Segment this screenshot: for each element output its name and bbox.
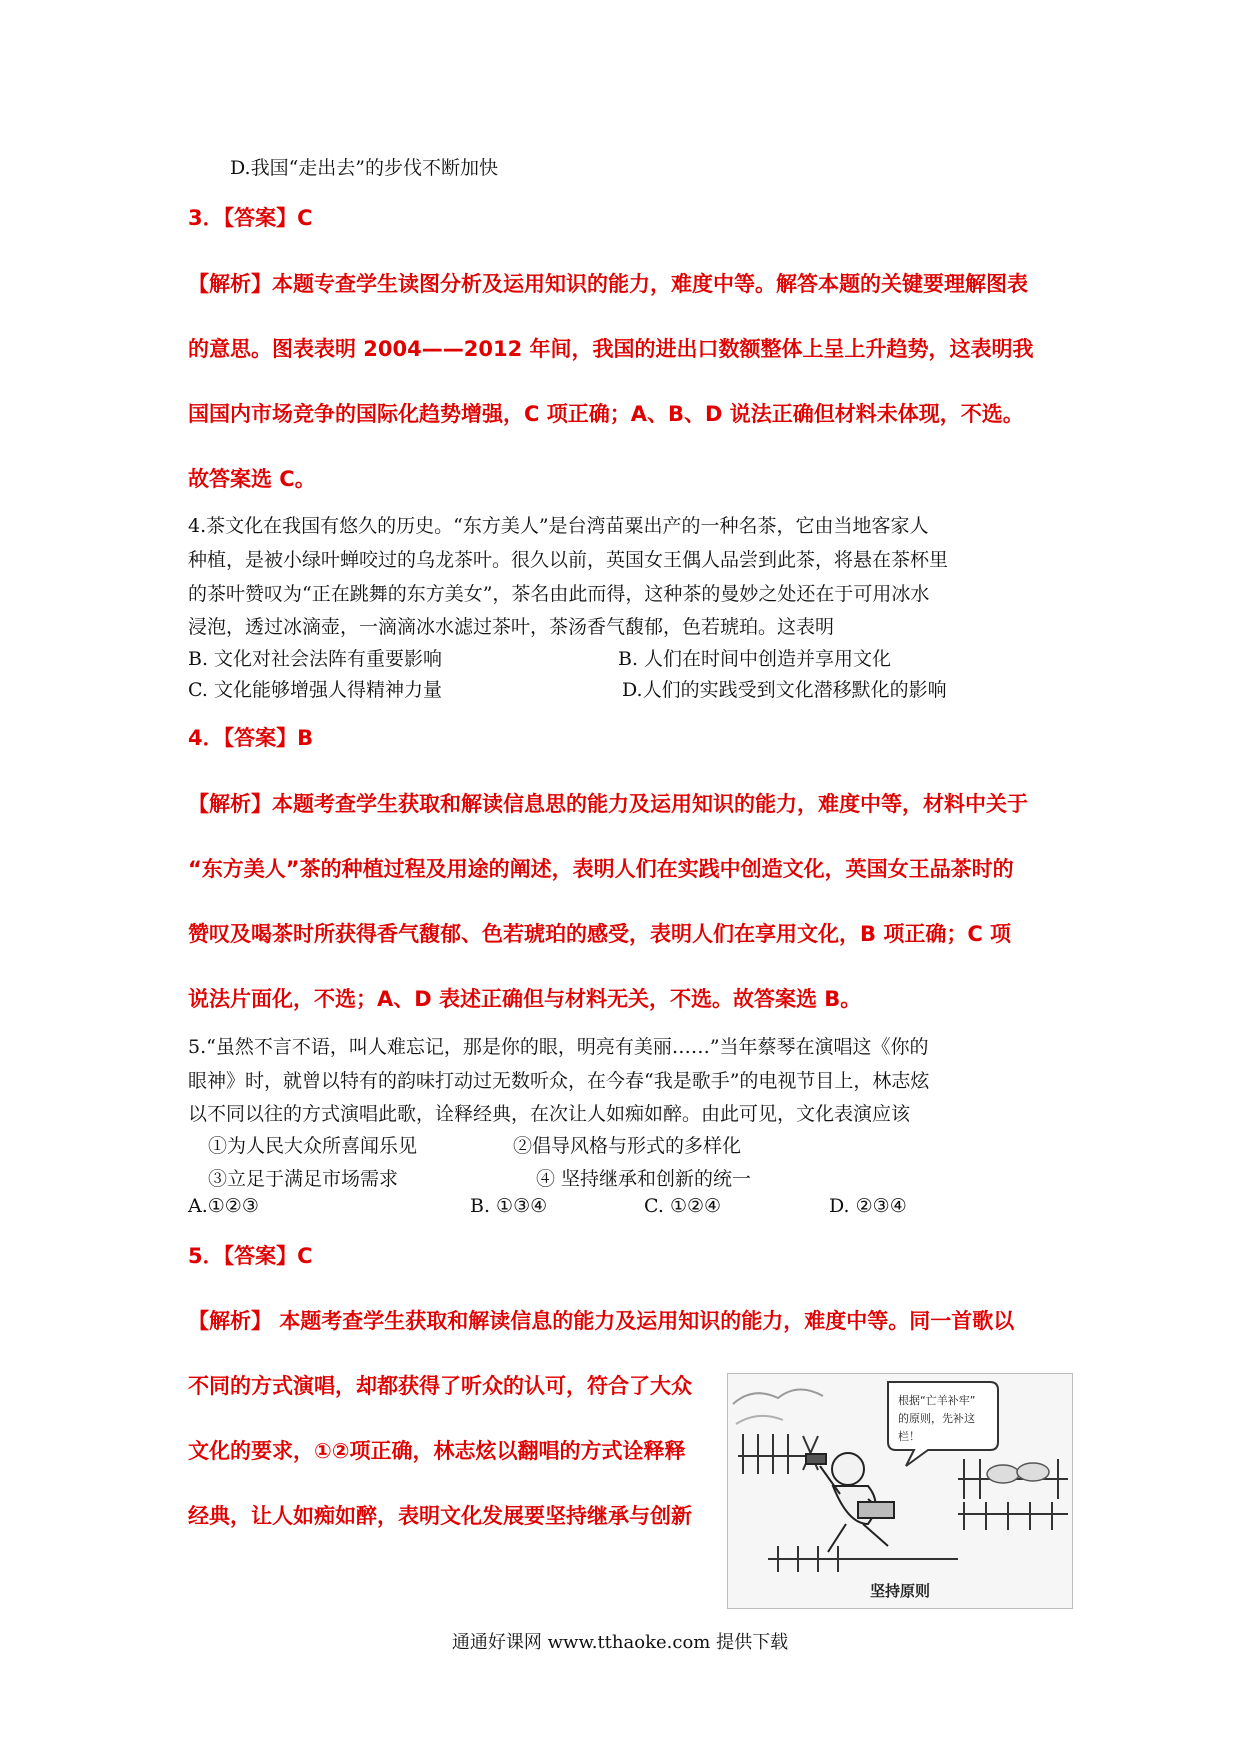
cartoon-speech-line-2: 的原则，先补这 — [898, 1412, 975, 1425]
analysis-4-line-1: 【解析】本题考查学生获取和解读信息思的能力及运用知识的能力，难度中等，材料中关于 — [188, 792, 1028, 816]
question-4-option-4: D.人们的实践受到文化潜移默化的影响 — [622, 679, 947, 701]
analysis-5-line-3: 文化的要求，①②项正确，林志炫以翻唱的方式诠释释 — [188, 1439, 686, 1463]
question-4-stem-line-1: 4.茶文化在我国有悠久的历史。“东方美人”是台湾苗粟出产的一种名茶，它由当地客家人 — [188, 515, 929, 537]
question-5-choice-d: D. ②③④ — [829, 1195, 907, 1217]
analysis-5-line-4: 经典，让人如痴如醉，表明文化发展要坚持继承与创新 — [188, 1504, 692, 1528]
question-5-item-3: ③立足于满足市场需求 — [208, 1168, 399, 1190]
question-2-option-d: D.我国“走出去”的步伐不断加快 — [230, 157, 499, 179]
question-4-option-2: B. 人们在时间中创造并享用文化 — [618, 648, 892, 670]
question-4-stem-line-3: 的茶叶赞叹为“正在跳舞的东方美女”，茶名由此而得，这种茶的曼妙之处还在于可用冰水 — [188, 583, 930, 605]
question-5-stem-line-3: 以不同以往的方式演唱此歌，诠释经典，在次让人如痴如醉。由此可见，文化表演应该 — [188, 1103, 911, 1125]
analysis-3-line-3: 国国内市场竞争的国际化趋势增强，C 项正确；A、B、D 说法正确但材料未体现，不选。 — [188, 402, 1024, 426]
analysis-4-line-4: 说法片面化，不选；A、D 表述正确但与材料无关，不选。故答案选 B。 — [188, 987, 862, 1011]
answer-3: 3．【答案】C — [188, 206, 313, 230]
question-4-stem-line-2: 种植，是被小绿叶蝉咬过的乌龙茶叶。很久以前，英国女王偶人品尝到此茶，将悬在茶杯里 — [188, 549, 949, 571]
analysis-4-line-3: 赞叹及喝茶时所获得香气馥郁、色若琥珀的感受，表明人们在享用文化，B 项正确；C 项 — [188, 922, 1012, 946]
question-4-stem-line-4: 浸泡，透过冰滴壶，一滴滴冰水滤过茶叶，茶汤香气馥郁，色若琥珀。这表明 — [188, 616, 835, 638]
question-5-stem-line-2: 眼神》时，就曾以特有的韵味打动过无数听众，在今春“我是歌手”的电视节目上，林志炫 — [188, 1070, 930, 1092]
answer-4: 4．【答案】B — [188, 726, 314, 750]
question-5-choice-c: C. ①②④ — [644, 1195, 722, 1217]
cartoon-speech-line-1: 根据“亡羊补牢” — [898, 1394, 976, 1407]
question-5-choice-a: A.①②③ — [188, 1195, 259, 1217]
cartoon-illustration — [727, 1373, 1073, 1609]
analysis-4-line-2: “东方美人”茶的种植过程及用途的阐述，表明人们在实践中创造文化，英国女王品茶时的 — [188, 857, 1014, 881]
question-4-option-3: C. 文化能够增强人得精神力量 — [188, 679, 442, 701]
analysis-3-line-4: 故答案选 C。 — [188, 467, 316, 491]
cartoon-drawing — [728, 1374, 1072, 1608]
answer-5: 5．【答案】C — [188, 1244, 313, 1268]
question-5-item-4: ④ 坚持继承和创新的统一 — [536, 1168, 752, 1190]
question-5-stem-line-1: 5.“虽然不言不语，叫人难忘记，那是你的眼，明亮有美丽……”当年蔡琴在演唱这《你的 — [188, 1036, 929, 1058]
question-4-option-1: B. 文化对社会法阵有重要影响 — [188, 648, 443, 670]
cartoon-speech-line-3: 栏！ — [898, 1430, 920, 1443]
cartoon-caption: 坚持原则 — [869, 1582, 931, 1600]
analysis-3-line-1: 【解析】本题专查学生读图分析及运用知识的能力，难度中等。解答本题的关键要理解图表 — [188, 272, 1028, 296]
question-5-item-1: ①为人民大众所喜闻乐见 — [208, 1135, 418, 1157]
question-5-item-2: ②倡导风格与形式的多样化 — [513, 1135, 742, 1157]
page-footer: 通通好课网 www.tthaoke.com 提供下载 — [451, 1632, 789, 1653]
analysis-5-line-2: 不同的方式演唱，却都获得了听众的认可，符合了大众 — [188, 1374, 692, 1398]
analysis-3-line-2: 的意思。图表表明 2004——2012 年间，我国的进出口数额整体上呈上升趋势，这表明我 — [188, 337, 1034, 361]
analysis-5-line-1: 【解析】 本题考查学生获取和解读信息的能力及运用知识的能力，难度中等。同一首歌以 — [188, 1309, 1015, 1333]
question-5-choice-b: B. ①③④ — [470, 1195, 548, 1217]
